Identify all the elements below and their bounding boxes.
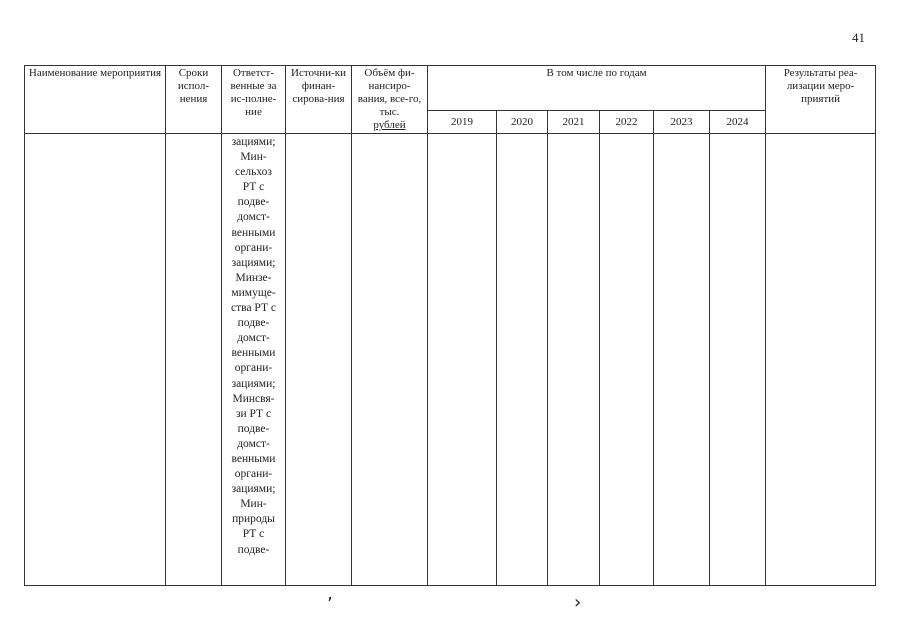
header-responsible: Ответст-венные за ис-полне-ние: [222, 66, 286, 134]
responsible-line: РТ с: [242, 181, 265, 194]
scan-mark-right: ›: [574, 592, 582, 613]
cell-2024: [710, 134, 766, 586]
responsible-line: венными: [231, 347, 276, 360]
cell-2021: [548, 134, 600, 586]
cell-name: [25, 134, 166, 586]
responsible-line: подве-: [237, 422, 270, 435]
header-year-2022: 2022: [600, 111, 654, 134]
cell-sources: [286, 134, 352, 586]
responsible-line: органи-: [234, 362, 273, 375]
responsible-line: зациями;: [231, 136, 276, 148]
responsible-line: подве-: [237, 317, 270, 330]
responsible-line: Минзе-: [235, 271, 272, 284]
header-year-2023: 2023: [654, 111, 710, 134]
header-terms: Сроки испол-нения: [166, 66, 222, 134]
responsible-line: Мин-: [240, 498, 267, 511]
responsible-line: подве-: [237, 196, 270, 209]
responsible-line: зациями;: [231, 377, 276, 390]
responsible-line: органи-: [234, 468, 273, 481]
header-volume-bottom: рублей: [373, 119, 406, 131]
responsible-line: подве-: [237, 543, 270, 556]
responsible-line: домст-: [237, 332, 270, 345]
responsible-line: домст-: [237, 211, 270, 224]
cell-2023: [654, 134, 710, 586]
responsible-line: венными: [231, 226, 276, 239]
cell-results: [766, 134, 876, 586]
header-sources: Источни-ки финан-сирова-ния: [286, 66, 352, 134]
responsible-line: природы: [232, 513, 275, 526]
header-year-2019: 2019: [428, 111, 497, 134]
table-row: [25, 134, 876, 586]
responsible-line: домст-: [237, 437, 270, 450]
cell-2022: [600, 134, 654, 586]
cell-volume: [352, 134, 428, 586]
responsible-line: венными: [231, 452, 276, 465]
responsible-line: зи РТ с: [235, 407, 272, 420]
cell-2019: [428, 134, 497, 586]
responsible-line: органи-: [234, 241, 273, 254]
cell-responsible: [222, 134, 286, 586]
responsible-line: сельхоз: [235, 166, 272, 179]
responsible-line: ства РТ с: [231, 302, 276, 315]
action-plan-table: [24, 65, 876, 586]
header-year-2021: 2021: [548, 111, 600, 134]
responsible-line: Минсвя-: [232, 392, 275, 405]
cell-terms: [166, 134, 222, 586]
header-volume: [352, 66, 428, 134]
header-results: Результаты реа-лизации меро-приятий: [766, 66, 876, 134]
header-year-2024: 2024: [710, 111, 766, 134]
cell-2020: [497, 134, 548, 586]
header-by-years: В том числе по годам: [428, 66, 766, 111]
scan-mark-left: ’: [327, 594, 333, 615]
header-year-2020: 2020: [497, 111, 548, 134]
responsible-line: РТ с: [242, 528, 265, 541]
responsible-line: зациями;: [231, 483, 276, 496]
page-number: 41: [852, 30, 865, 45]
responsible-line: зациями;: [231, 256, 276, 269]
header-name: Наименование мероприятия: [25, 66, 166, 134]
responsible-line: мимуще-: [231, 286, 276, 299]
header-volume-top: Объём фи-нансиро-вания, все-го, тыс.: [357, 67, 422, 118]
responsible-line: Мин-: [240, 151, 267, 164]
